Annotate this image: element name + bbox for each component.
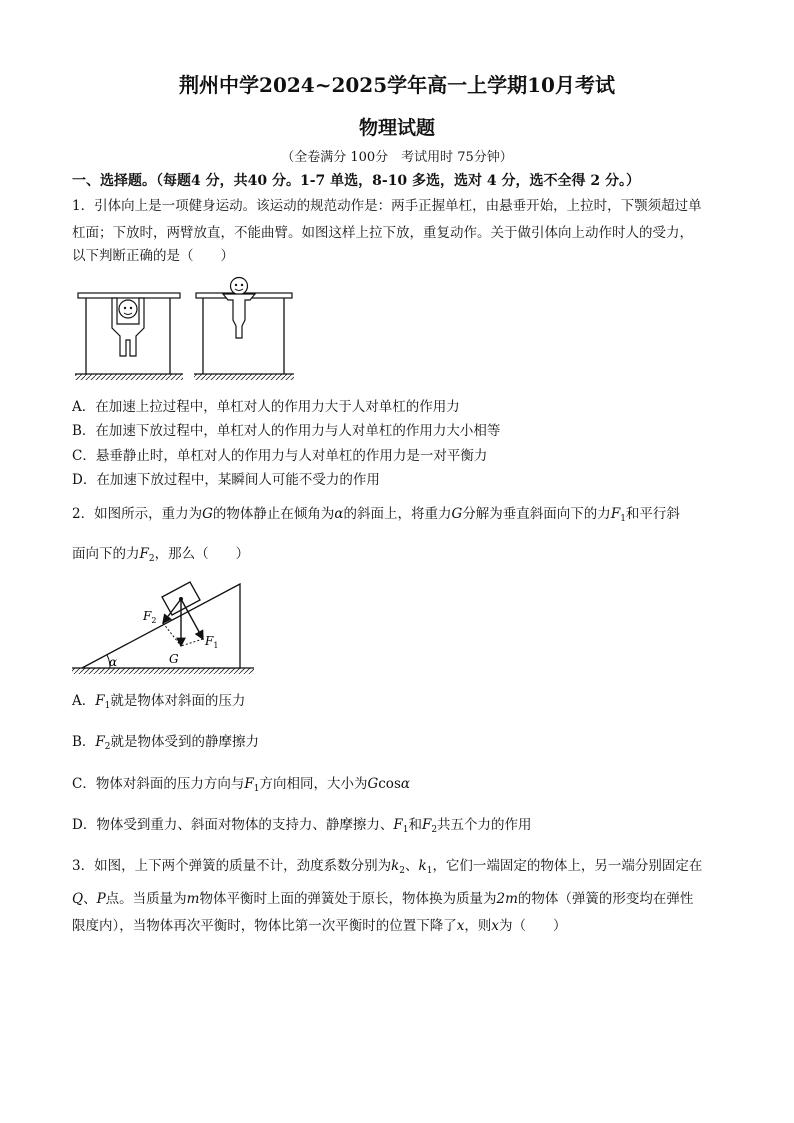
section-heading: 一、选择题。（每题4 分，共40 分。1-7 单选，8-10 多选，选对 4 分，选不全得 2 分。） bbox=[72, 173, 641, 189]
g-label: G bbox=[169, 652, 179, 666]
q2-option-d: D．物体受到重力、斜面对物体的支持力、静摩擦力、$F_1$和$F_2$共五个力的作用 bbox=[72, 817, 532, 835]
q3-line3: 限度内），当物体再次平衡时，物体比第一次平衡时的位置下降了x，则x为（ ） bbox=[72, 918, 567, 934]
ground-hatch bbox=[72, 668, 254, 674]
pullup-figure bbox=[70, 276, 300, 386]
q2-line2: 面向下的力$F_2$，那么（ ） bbox=[72, 546, 250, 564]
incline-figure bbox=[70, 578, 260, 676]
subject-title: 物理试题 bbox=[358, 117, 435, 139]
pullup-hanging-person bbox=[75, 293, 183, 380]
q1-option-c: C．悬垂静止时，单杠对人的作用力与人对单杠的作用力是一对平衡力 bbox=[72, 448, 488, 464]
q2-option-b: B．$F_2$就是物体受到的静摩擦力 bbox=[72, 734, 260, 752]
q2-option-c: C．物体对斜面的压力方向与$F_1$方向相同，大小为Gcosα bbox=[72, 776, 410, 794]
q1-option-b: B．在加速下放过程中，单杠对人的作用力与人对单杠的作用力大小相等 bbox=[72, 423, 501, 439]
q1-option-d: D．在加速下放过程中，某瞬间人可能不受力的作用 bbox=[72, 472, 380, 488]
q1-line3: 以下判断正确的是（ ） bbox=[72, 248, 234, 264]
q1-option-a: A．在加速上拉过程中，单杠对人的作用力大于人对单杠的作用力 bbox=[72, 399, 460, 415]
q1-line2: 杠面；下放时，两臂放直，不能曲臂。如图这样上拉下放，重复动作。关于做引体向上动作时人的受力， bbox=[72, 225, 693, 241]
exam-title: 荆州中学2024~2025学年高一上学期10月考试 bbox=[179, 73, 615, 97]
q3-line1: 3．如图，上下两个弹簧的质量不计，劲度系数分别为$k_2$、$k_1$，它们一端固定的物体上，另一端分别固定在 bbox=[72, 858, 703, 876]
f2-label: $F_2$ bbox=[143, 609, 157, 625]
pullup-raised-person bbox=[194, 278, 294, 381]
q3-line2: Q、P点。当质量为m物体平衡时上面的弹簧处于原长，物体换为质量为2m的物体（弹簧的形变均在弹性 bbox=[72, 891, 694, 907]
incline-slope bbox=[82, 584, 240, 668]
f1-label: $F_1$ bbox=[205, 634, 219, 650]
exam-meta: （全卷满分 100分 考试用时 75分钟） bbox=[281, 150, 513, 165]
q1-line1: 1．引体向上是一项健身运动。该运动的规范动作是：两手正握单杠，由悬垂开始，上拉时，下颚须超过单 bbox=[72, 198, 702, 214]
q2-line1: 2．如图所示，重力为G的物体静止在倾角为α的斜面上，将重力G分解为垂直斜面向下的力$F_1$和平行斜 bbox=[72, 506, 680, 524]
q2-option-a: A．$F_1$就是物体对斜面的压力 bbox=[72, 693, 246, 711]
angle-alpha-label: α bbox=[109, 655, 118, 669]
